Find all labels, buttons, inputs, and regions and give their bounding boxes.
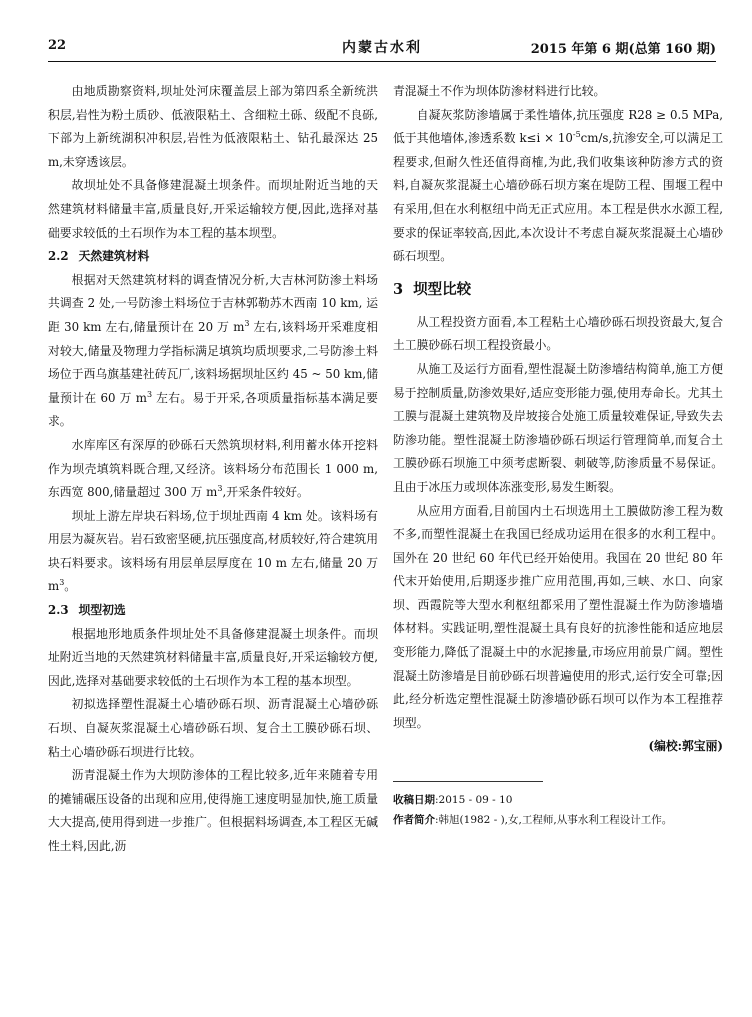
- paragraph: 根据对天然建筑材料的调查情况分析,大吉林河防渗土料场共调查 2 处,一号防渗土料场位于吉林郭勒苏木西南 10 km, 运距 30 km 左右,储量预计在 20 万 $m^3$ 左右,该料场开采难度相对较大,储量及物理力学指标满足填筑均质坝要求,二号防渗土料场位于西乌旗基建社砖瓦厂,该料场据坝址区约 45 ~ 50 km,储量预计在 60 万 $m^3$ 左右。易于开采,各项质量指标基本满足要求。: [48, 272, 378, 429]
- received-date: 收稿日期:2015 - 09 - 10: [393, 794, 513, 807]
- header-rule: [48, 61, 716, 62]
- paragraph: 从工程投资方面看,本工程粘土心墙砂砾石坝投资最大,复合土工膜砂砾石坝工程投资最小。: [393, 314, 723, 353]
- page-number: 22: [48, 38, 67, 53]
- paragraph: 自凝灰浆防渗墙属于柔性墙体,抗压强度 R28 ≥ 0.5 MPa,低于其他墙体,渗透系数 $k\le i \times 10^{-5}cm/s$,抗渗安全,可以满足工程要求,但耐久性还值得商榷,为此,我们收集该种防渗方式的资料,自凝灰浆混凝土心墙砂砾石坝方案在堤防工程、围堰工程中有采用,但在水利枢纽中尚无正式应用。本工程是供水水源工程,要求的保证率较高,因此,本次设计不考虑自凝灰浆混凝土心墙砂砾石坝型。: [393, 107, 723, 264]
- editor-note: (编校:郭宝丽): [648, 739, 723, 754]
- footnote-rule: [393, 781, 543, 782]
- author-bio: 作者简介:韩旭(1982 - ),女,工程师,从事水利工程设计工作。: [393, 814, 673, 827]
- paragraph: 根据地形地质条件坝址处不具备修建混凝土坝条件。而坝址附近当地的天然建筑材料储量丰富,质量良好,开采运输较方便,因此,选择对基础要求较低的土石坝作为本工程的基本坝型。: [48, 626, 378, 688]
- paragraph: 从施工及运行方面看,塑性混凝土防渗墙结构简单,施工方便易于控制质量,防渗效果好,适应变形能力强,使用寿命长。尤其土工膜与混凝土建筑物及岸坡接合处施工质量较难保证,导致失去防渗功能。塑性混凝土防渗墙砂砾石坝运行管理简单,而复合土工膜砂砾石坝施工中须考虑断裂、刺破等,防渗质量不易保证。且由于冰压力或坝体冻涨变形,易发生断裂。: [393, 361, 723, 494]
- paragraph: 故坝址处不具备修建混凝土坝条件。而坝址附近当地的天然建筑材料储量丰富,质量良好,开采运输较方便,因此,选择对基础要求较低的土石坝作为本工程的基本坝型。: [48, 178, 378, 240]
- section-heading-3: 3 坝型比较: [393, 280, 472, 298]
- paragraph: 从应用方面看,目前国内土石坝选用土工膜做防渗工程为数不多,而塑性混凝土在我国已经成功运用在很多的水利工程中。国外在 20 世纪 60 年代已经开始使用。我国在 20 世纪 80 年代末开始使用,后期逐步推广应用范围,再如,三峡、水口、向家坝、西霞院等大型水利枢纽都采用了塑性混凝土作为防渗墙墙体材料。实践证明,塑性混凝土具有良好的抗渗性能和适应地层变形能力,降低了混凝土中的水泥掺量,市场应用前景广阔。塑性混凝土防渗墙是目前砂砾石坝普遍使用的形式,运行安全可靠;因此,经分析选定塑性混凝土防渗墙砂砾石坝可以作为本工程推荐坝型。: [393, 503, 723, 730]
- paragraph: 青混凝土不作为坝体防渗材料进行比较。: [393, 84, 606, 98]
- right-column: [393, 80, 723, 830]
- journal-title: 内蒙古水利: [342, 40, 422, 56]
- paragraph: 水库库区有深厚的砂砾石天然筑坝材料,利用蓄水体开挖料作为坝壳填筑料既合理,又经济。该料场分布范围长 1 000 m,东西宽 800,储量超过 300 万 $m^3$,开采条件较好。: [48, 437, 378, 500]
- paragraph: 沥青混凝土作为大坝防渗体的工程比较多,近年来随着专用的摊铺碾压设备的出现和应用,使得施工速度明显加快,施工质量大大提高,使用得到进一步推广。但根据料场调查,本工程区无碱性土料,因此,沥: [48, 768, 378, 853]
- section-heading-2-2: 2.2 天然建筑材料: [48, 249, 150, 264]
- paragraph: 初拟选择塑性混凝土心墙砂砾石坝、沥青混凝土心墙砂砾石坝、自凝灰浆混凝土心墙砂砾石坝、复合土工膜砂砾石坝、粘土心墙砂砾石坝进行比较。: [48, 697, 378, 759]
- paragraph: 坝址上游左岸块石料场,位于坝址西南 4 km 处。该料场有用层为凝灰岩。岩石致密坚硬,抗压强度高,材质较好,符合建筑用块石料要求。该料场有用层单层厚度在 10 m 左右,储量 20 万 $m^3$。: [48, 508, 378, 594]
- issue-info: 2015 年第 6 期(总第 160 期): [530, 42, 716, 57]
- section-heading-2-3: 2.3 坝型初选: [48, 603, 126, 618]
- running-header: [48, 34, 716, 58]
- left-column: [48, 80, 378, 859]
- paragraph: 由地质勘察资料,坝址处河床覆盖层上部为第四系全新统洪积层,岩性为粉土质砂、低液限粘土、含细粒土砾、级配不良砾,下部为上新统湖积冲积层,岩性为低液限粘土、钻孔最深达 25 m,未穿透该层。: [48, 84, 378, 169]
